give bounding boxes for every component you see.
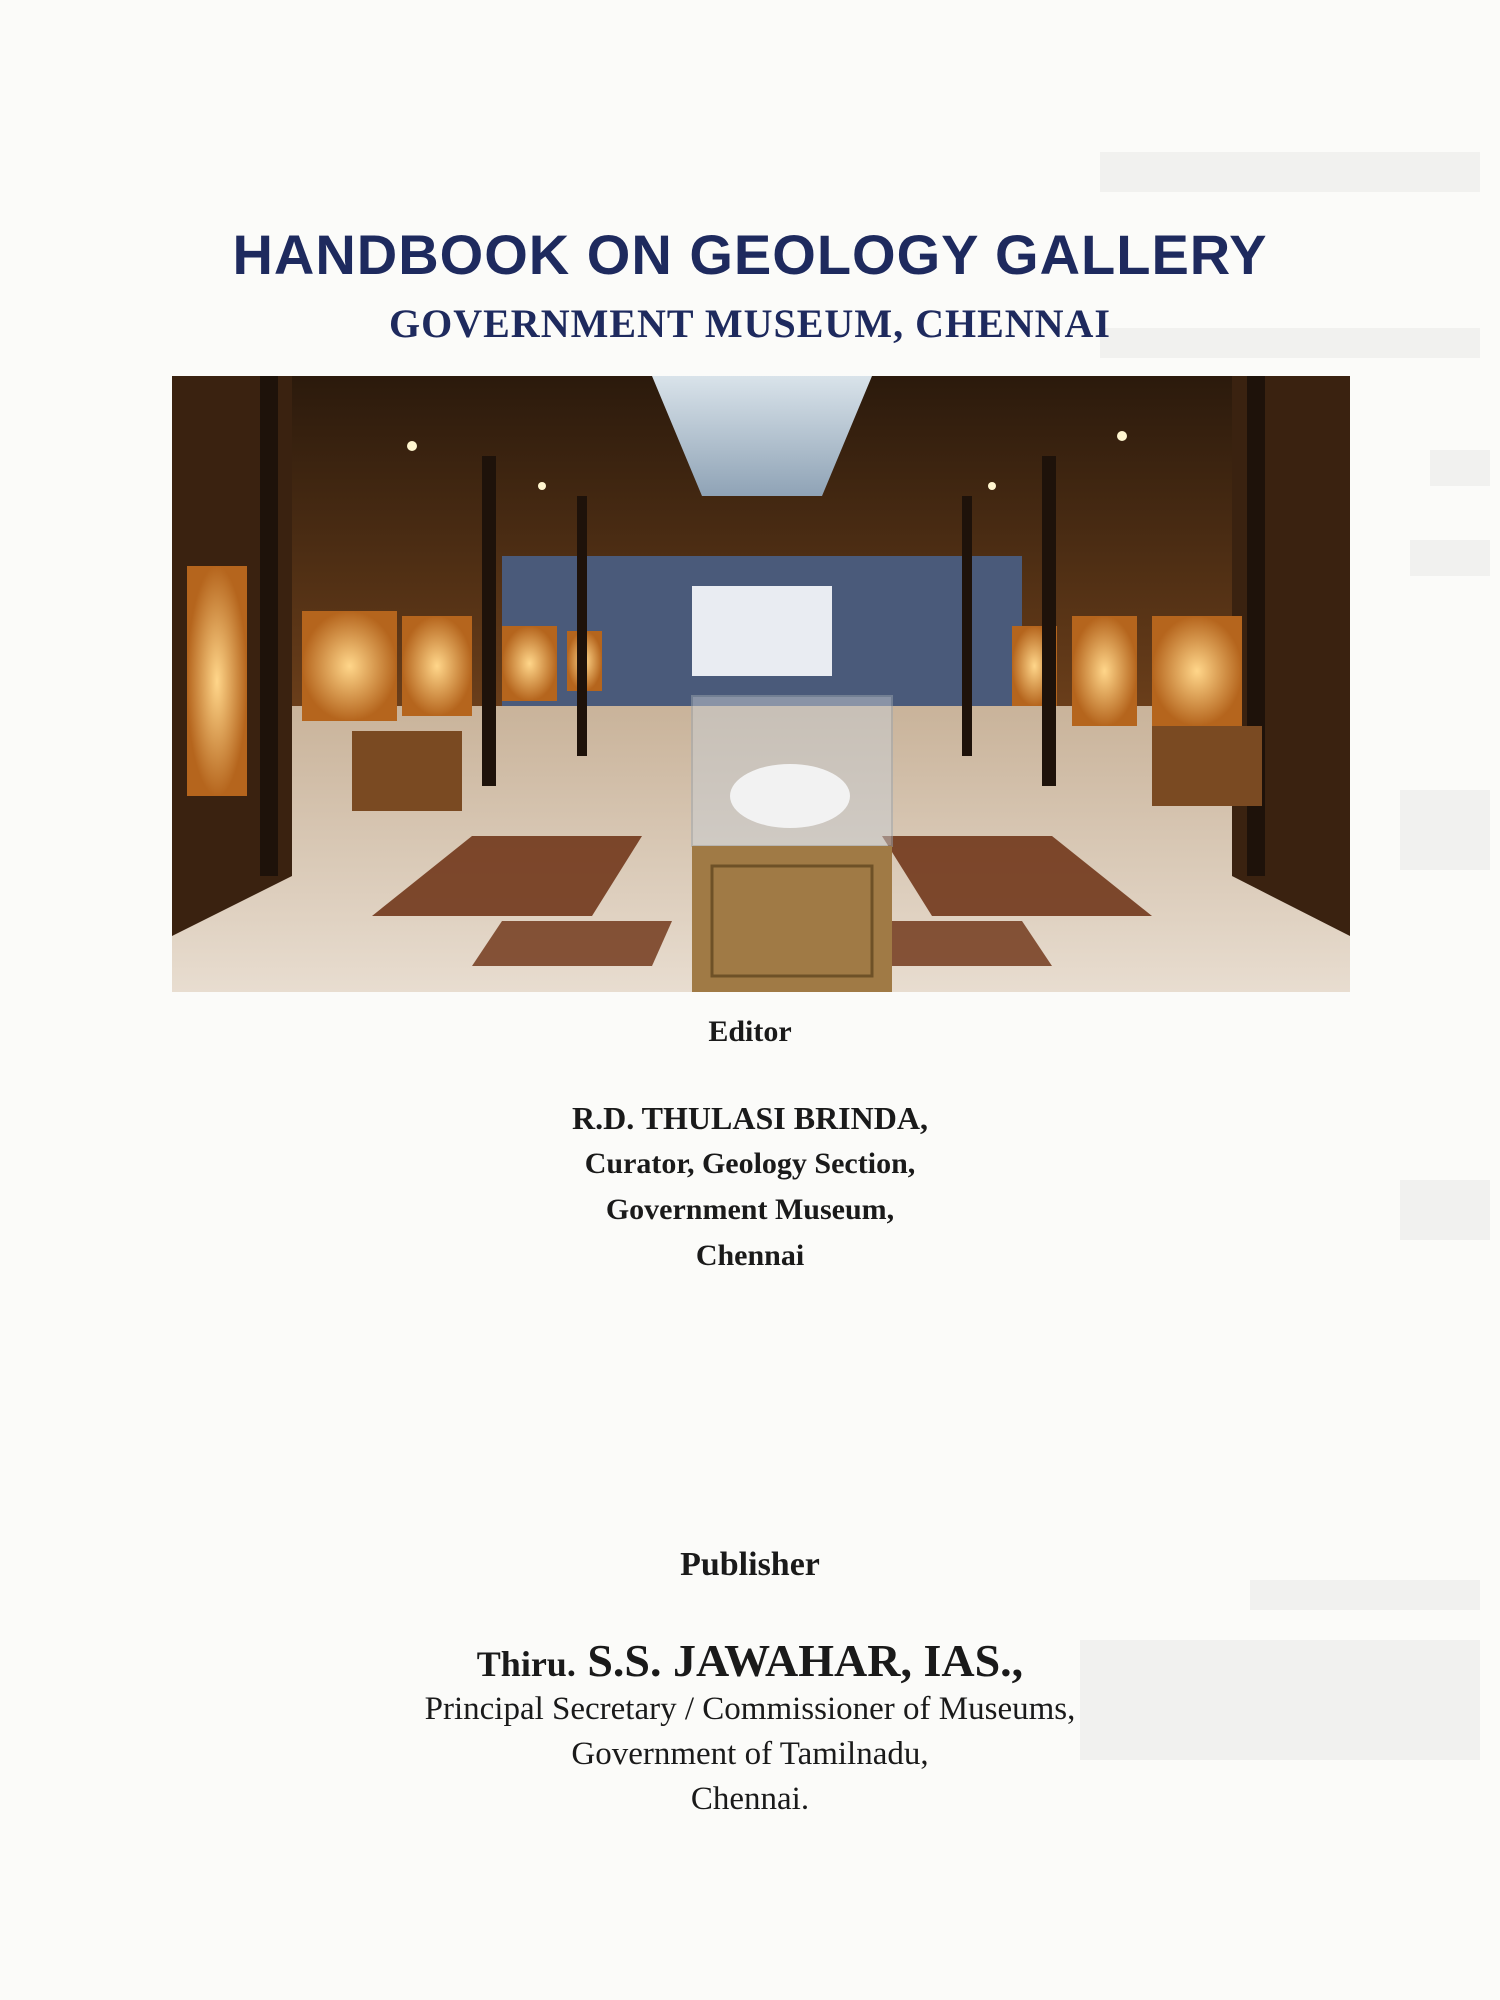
book-subtitle: GOVERNMENT MUSEUM, CHENNAI: [389, 301, 1111, 346]
publisher-line: Principal Secretary / Commissioner of Museums,: [424, 1691, 1076, 1727]
publisher-line: Government of Tamilnadu,: [571, 1736, 929, 1772]
publisher-prefix: Thiru.: [476, 1644, 576, 1684]
editor-name: [0, 1100, 1500, 1273]
editor-line: Chennai: [695, 1239, 805, 1272]
book-title: HANDBOOK ON GEOLOGY GALLERY: [232, 223, 1268, 286]
editor-line: Curator, Geology Section,: [584, 1147, 916, 1180]
publisher-block: [0, 1634, 1500, 1818]
editor-name-text: R.D. THULASI BRINDA,: [572, 1100, 928, 1136]
publisher-line: Chennai.: [690, 1781, 810, 1817]
publisher-name: [0, 1634, 1500, 1687]
publisher-label: Publisher: [680, 1546, 820, 1583]
editor-label: Editor: [708, 1015, 792, 1048]
publisher-name-text: S.S. JAWAHAR, IAS.,: [587, 1635, 1024, 1686]
gallery-photo: [172, 376, 1350, 992]
editor-line: Government Museum,: [605, 1193, 895, 1226]
